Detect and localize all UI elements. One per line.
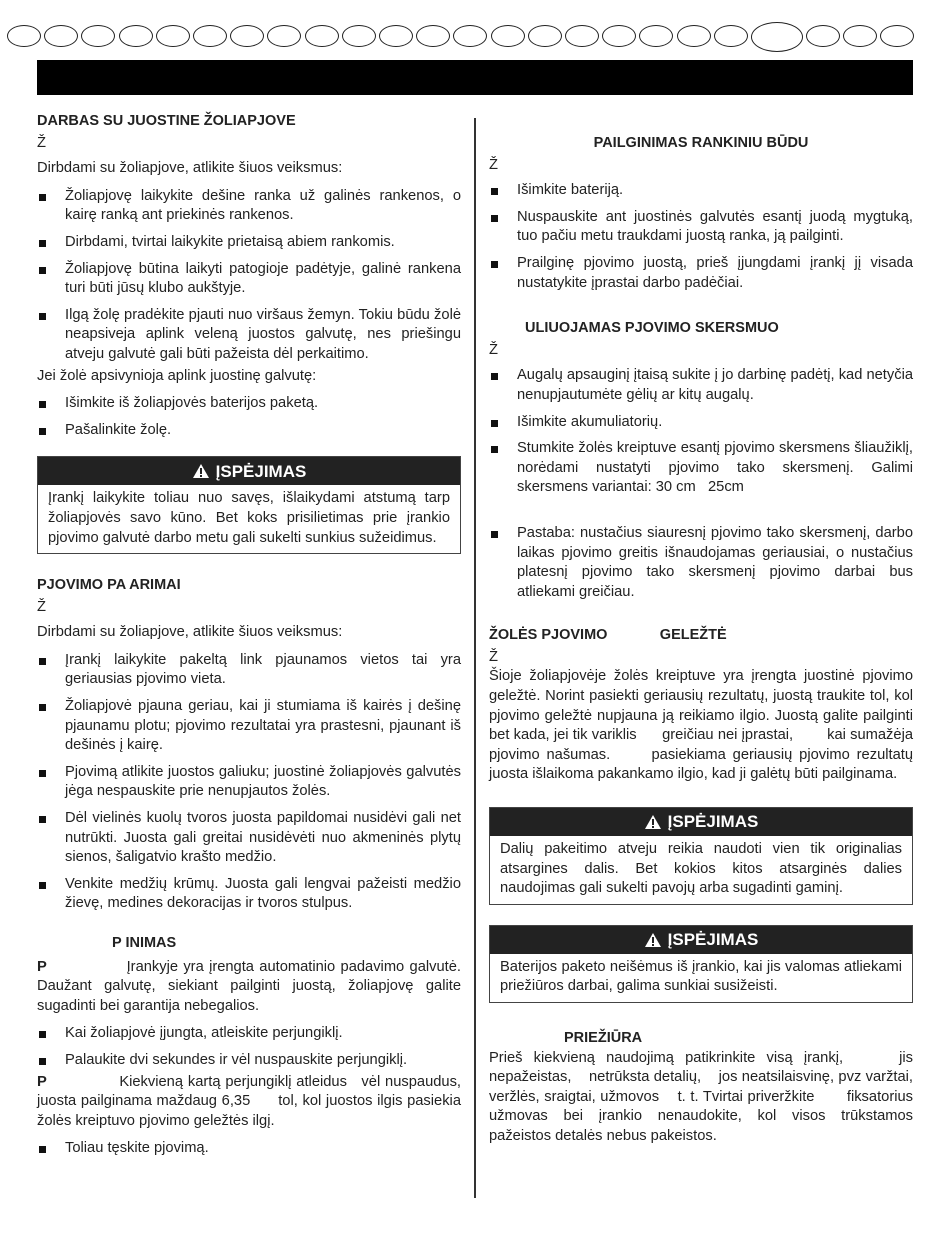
page-tab bbox=[416, 25, 450, 47]
paragraph: Dirbdami su žoliapjove, atlikite šiuos veiksmus: bbox=[37, 160, 343, 177]
section-title: PRIEŽIŪRA bbox=[564, 1030, 643, 1046]
bullet-list bbox=[489, 181, 913, 293]
paragraph bbox=[37, 958, 466, 1017]
list-item: Žoliapjovę būtina laikyti patogioje padėtyje, galinė rankena turi būti jūsų klubo aukštyje. bbox=[37, 260, 461, 299]
page-tab bbox=[491, 25, 525, 47]
page-tab bbox=[7, 25, 41, 47]
page-tab bbox=[806, 25, 840, 47]
page-tab bbox=[843, 25, 877, 47]
page-tab-active bbox=[751, 22, 803, 52]
bullet-list bbox=[37, 394, 461, 440]
page-tab bbox=[156, 25, 190, 47]
page-tab bbox=[81, 25, 115, 47]
warning-title: ĮSPĖJIMAS bbox=[667, 812, 759, 832]
bullet-list bbox=[37, 1139, 461, 1159]
page-tab bbox=[639, 25, 673, 47]
page-tab bbox=[44, 25, 78, 47]
page-tab bbox=[119, 25, 153, 47]
section-title: DARBAS SU JUOSTINE ŽOLIAPJOVE bbox=[37, 113, 296, 129]
paragraph-text: Įrankyje yra įrengta automatinio padavimo galvutė. Daužant galvutę, siekiant pailginti juostą, žoliapjovę galite sugadinti bei garantija nebegalios. bbox=[37, 958, 466, 1014]
page-tab bbox=[714, 25, 748, 47]
page-tab bbox=[677, 25, 711, 47]
list-item: Išimkite iš žoliapjovės baterijos paketą. bbox=[37, 394, 461, 414]
list-item: Pastaba: nustačius siauresnį pjovimo tako skersmenį, darbo laikas pjovimo greitis išnaudojamas geriausiai, o nustačius platesnį pjovimo tako skersmenį pjovimo darbai bus atliekami greičiau. bbox=[489, 524, 913, 602]
paragraph bbox=[37, 1073, 466, 1132]
list-item: Išimkite bateriją. bbox=[489, 181, 913, 201]
column-divider bbox=[474, 118, 476, 1198]
left-column bbox=[37, 112, 466, 1166]
section-symbol: Ž bbox=[489, 648, 498, 665]
warning-title-bar bbox=[490, 808, 912, 836]
page-tab bbox=[305, 25, 339, 47]
warning-text: Baterijos paketo neišėmus iš įrankio, kai jis valomas atliekami priežiūros darbai, galima sunkiai susižeisti. bbox=[500, 958, 902, 995]
list-item: Dėl vielinės kuolų tvoros juosta papildomai nusidėvi gali net nutrūkti. Juosta gali greitai nusidėvėti nuo akmeninės plytų sienos, šaligatvio krašto medžio. bbox=[37, 809, 461, 868]
bullet-list bbox=[37, 651, 461, 914]
page-tab bbox=[565, 25, 599, 47]
page-tab bbox=[230, 25, 264, 47]
list-item: Stumkite žolės kreiptuve esantį pjovimo skersmens šliaužiklį, norėdami nustatyti pjovimo tako skersmenį. Galimi skersmens variantai: 30 cm 25cm bbox=[489, 439, 913, 498]
list-item: Prailginę pjovimo juostą, prieš įjungdami įrankį jį visada nustatykite įprastai darbo padėčiai. bbox=[489, 254, 913, 293]
list-item: Įrankį laikykite pakeltą link pjaunamos vietos tai yra geriausias pjovimo vieta. bbox=[37, 651, 461, 690]
warning-title-bar bbox=[490, 926, 912, 954]
warning-title: ĮSPĖJIMAS bbox=[667, 930, 759, 950]
section-symbol: Ž bbox=[37, 598, 46, 615]
warning-text: Dalių pakeitimo atveju reikia naudoti vien tik originalias atsargines dalis. Bet kokios kitos atsarginės dalies naudojimas gali sukelti pavojų arba sugadinti gaminį. bbox=[500, 841, 902, 897]
bullet-list bbox=[37, 1024, 461, 1070]
page-tab bbox=[528, 25, 562, 47]
right-column bbox=[489, 134, 930, 1147]
warning-triangle-icon bbox=[644, 814, 662, 830]
warning-title-bar bbox=[38, 457, 460, 485]
list-item: Kai žoliapjovė įjungta, atleiskite perjungiklį. bbox=[37, 1024, 461, 1044]
list-item: Venkite medžių krūmų. Juosta gali lengvai pažeisti medžio žievę, medines dekoracijas ir tvoros stulpus. bbox=[37, 875, 461, 914]
list-item: Dirbdami, tvirtai laikykite prietaisą abiem rankomis. bbox=[37, 233, 461, 253]
list-item: Išimkite akumuliatorių. bbox=[489, 413, 913, 433]
section-title: ŽOLĖS PJOVIMO GELEŽTĖ bbox=[489, 627, 727, 644]
page-tab bbox=[267, 25, 301, 47]
paragraph: Prieš kiekvieną naudojimą patikrinkite visą įrankį, jis nepažeistas, netrūksta detalių, jos neatsilaisvinę, pvz varžtai, veržlės, sraigtai, užmovos t. t. Tvirtai priveržkite fiksatorius užmovas bei įrankio nenaudokite, kol visos trūkstamos pažeistos detalės nebus pakeistos. bbox=[489, 1049, 930, 1144]
warning-triangle-icon bbox=[644, 932, 662, 948]
warning-triangle-icon bbox=[192, 463, 210, 479]
warning-box bbox=[489, 807, 913, 905]
page-tabs bbox=[7, 22, 917, 52]
warning-text: Įrankį laikykite toliau nuo savęs, išlaikydami atstumą tarp žoliapjovės savo kūno. Bet koks prisilietimas prie įrankio pjovimo galvutė darbo metu gali sukelti sunkius sužeidimus. bbox=[48, 490, 450, 546]
paragraph-lead: P bbox=[37, 1073, 47, 1090]
paragraph-lead: P bbox=[37, 958, 47, 975]
paragraph: Šioje žoliapjovėje žolės kreiptuve yra įrengta juostinė pjovimo geležtė. Norint pasiekti geriausių rezultatų, juostą traukite tol, kol pjovimo geležtė nupjauna ją reikiamo ilgio. Juostą galite pailginti bet kada, jei tik variklis greičiau nei įprastai, kai sumažėja pjovimo našumas. pasiekiama geriausių pjovimo rezultatų juosta išlaikoma pakankamo ilgio, kad ji galėtų būti pailginama. bbox=[489, 668, 926, 783]
bullet-list bbox=[37, 187, 461, 365]
page-tab bbox=[880, 25, 914, 47]
list-item: Žoliapjovė pjauna geriau, kai ji stumiama iš kairės į dešinę pjaunamu plotu; pjovimo rezultatai yra prastesni, pjaunant iš dešinės į kairę. bbox=[37, 697, 461, 756]
list-item: Žoliapjovę laikykite dešine ranka už galinės rankenos, o kairę ranką ant priekinės rankenos. bbox=[37, 187, 461, 226]
section-symbol: Ž bbox=[489, 341, 498, 358]
list-item: Ilgą žolę pradėkite pjauti nuo viršaus žemyn. Tokiu būdu žolė neapsiveja aplink veleną juostos galvutę, nes priešingu atveju galvutė gali būti pažeista dėl perkaitimo. bbox=[37, 306, 461, 365]
paragraph-text: Kiekvieną kartą perjungiklį atleidus vėl nuspaudus, juosta pailginama maždaug 6,35 tol, kol juostos ilgis pasiekia žolės kreiptuvo pjovimo geležtės ilgį. bbox=[37, 1073, 466, 1129]
list-item: Toliau tęskite pjovimą. bbox=[37, 1139, 461, 1159]
section-title: ULIUOJAMAS PJOVIMO SKERSMUO bbox=[525, 320, 779, 337]
paragraph: Jei žolė apsivynioja aplink juostinę galvutę: bbox=[37, 367, 317, 384]
list-item: Nuspauskite ant juostinės galvutės esantį juodą mygtuką, tuo pačiu metu traukdami juostą ranka, ją pailginti. bbox=[489, 208, 913, 247]
paragraph: Dirbdami su žoliapjove, atlikite šiuos veiksmus: bbox=[37, 624, 343, 641]
page-tab bbox=[453, 25, 487, 47]
list-item: Pjovimą atlikite juostos galiuku; juostinė žoliapjovės galvutės jėga nespauskite prie nenupjautos žolės. bbox=[37, 763, 461, 802]
section-symbol: Ž bbox=[37, 134, 46, 151]
page-tab bbox=[379, 25, 413, 47]
section-title: PAILGINIMAS RANKINIU BŪDU bbox=[593, 135, 809, 151]
section-title: P INIMAS bbox=[112, 935, 177, 951]
section-title: PJOVIMO PA ARIMAI bbox=[37, 577, 181, 594]
warning-box bbox=[489, 925, 913, 1003]
list-item: Palaukite dvi sekundes ir vėl nuspauskite perjungiklį. bbox=[37, 1051, 461, 1071]
page-tab bbox=[342, 25, 376, 47]
warning-box bbox=[37, 456, 461, 554]
page-tab bbox=[602, 25, 636, 47]
section-symbol: Ž bbox=[489, 156, 498, 173]
list-item: Augalų apsauginį įtaisą sukite į jo darbinę padėtį, kad netyčia nenupjautumėte gėlių ar kitų augalų. bbox=[489, 366, 913, 405]
header-bar bbox=[37, 60, 913, 95]
warning-title: ĮSPĖJIMAS bbox=[215, 461, 307, 481]
page-tab bbox=[193, 25, 227, 47]
list-item: Pašalinkite žolę. bbox=[37, 421, 461, 441]
bullet-list bbox=[489, 366, 930, 602]
